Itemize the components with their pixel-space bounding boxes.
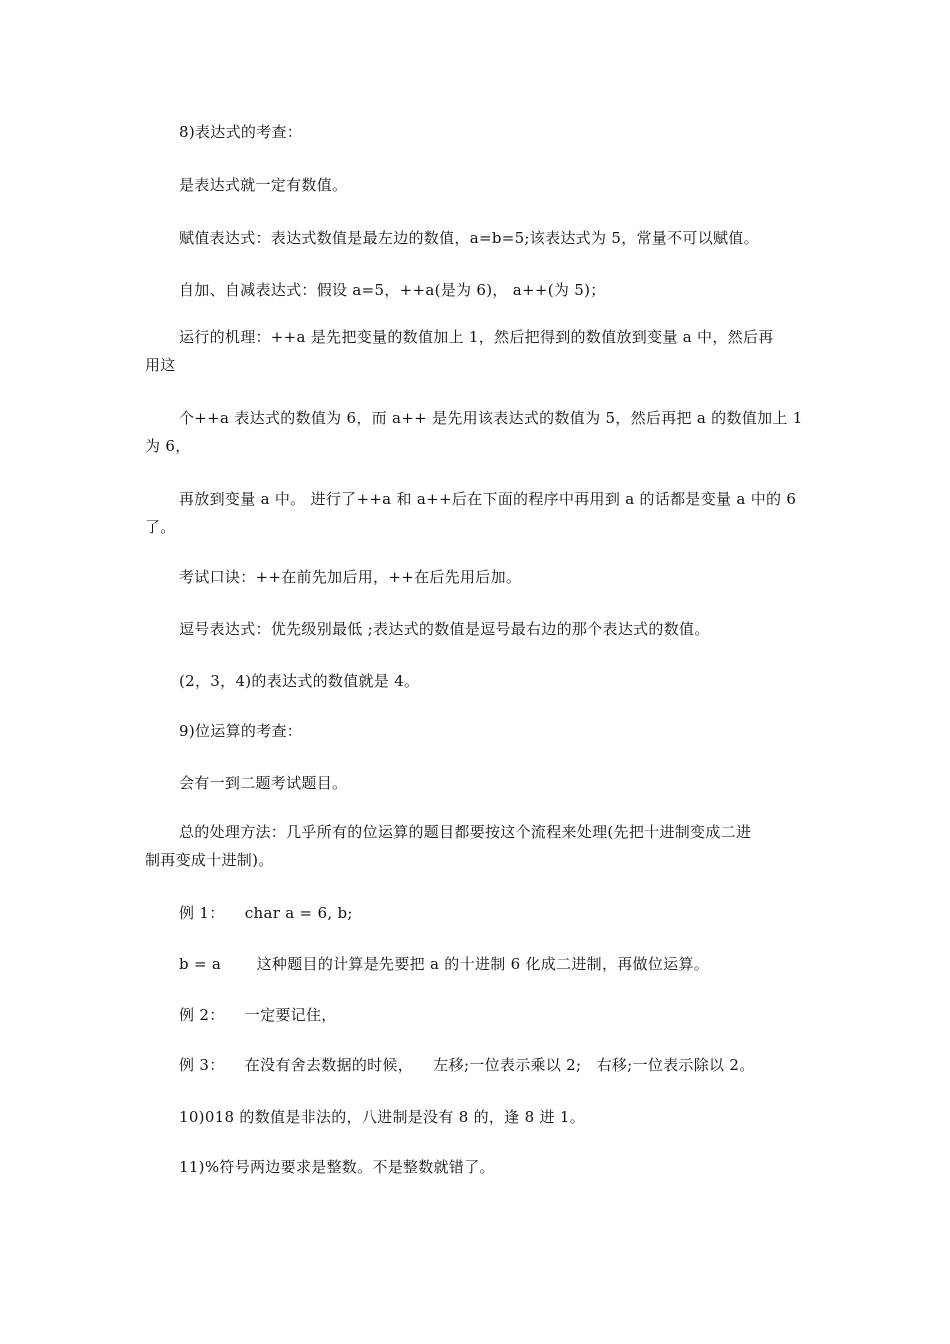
text-line: 是表达式就一定有数值。 <box>179 176 348 194</box>
text-line: 为 6， <box>145 437 191 455</box>
paragraph <box>145 404 815 460</box>
paragraph <box>145 615 815 643</box>
text-line: 考试口诀：++在前先加后用，++在后先用后加。 <box>179 568 522 586</box>
text-line: 赋值表达式：表达式数值是最左边的数值，a=b=5;该表达式为 5，常量不可以赋值。 <box>179 229 759 247</box>
paragraph <box>145 667 815 695</box>
text-line: 制再变成十进制)。 <box>145 851 274 869</box>
text-line: 例 1： char a = 6, b; <box>179 904 353 922</box>
text-line: 运行的机理：++a 是先把变量的数值加上 1，然后把得到的数值放到变量 a 中，然后再 <box>179 328 774 346</box>
text-line: 自加、自减表达式：假设 a=5，++a(是为 6)， a++(为 5)； <box>179 281 606 299</box>
text-line: 个++a 表达式的数值为 6，而 a++ 是先用该表达式的数值为 5，然后再把 a 的数值加上 1 <box>179 409 803 427</box>
text-line: 11)%符号两边要求是整数。不是整数就错了。 <box>179 1158 495 1176</box>
text-line: 总的处理方法：几乎所有的位运算的题目都要按这个流程来处理(先把十进制变成二进 <box>179 823 752 841</box>
paragraph <box>145 1103 815 1131</box>
paragraph <box>145 563 815 591</box>
text-line: 会有一到二题考试题目。 <box>179 774 348 792</box>
text-line: 用这 <box>145 356 176 374</box>
paragraph <box>145 769 815 797</box>
text-line: 8)表达式的考查： <box>179 123 303 141</box>
paragraph <box>145 224 815 252</box>
paragraph <box>145 323 815 379</box>
paragraph <box>145 171 815 199</box>
text-line: (2，3，4)的表达式的数值就是 4。 <box>179 672 420 690</box>
text-line: 例 2： 一定要记住， <box>179 1006 337 1024</box>
paragraph-bitwise-heading <box>145 717 815 745</box>
paragraph <box>145 1051 815 1079</box>
paragraph <box>145 276 815 304</box>
text-line: 了。 <box>145 518 176 536</box>
paragraph <box>145 1001 815 1029</box>
paragraph <box>145 899 815 927</box>
text-line: 9)位运算的考查： <box>179 722 303 740</box>
paragraph <box>145 950 815 978</box>
text-line: 例 3： 在没有舍去数据的时候， 左移;一位表示乘以 2; 右移;一位表示除以 2。 <box>179 1056 755 1074</box>
paragraph <box>145 485 815 541</box>
text-line: 10)018 的数值是非法的，八进制是没有 8 的，逢 8 进 1。 <box>179 1108 586 1126</box>
paragraph-expression-heading <box>145 118 815 146</box>
text-line: b = a 这种题目的计算是先要把 a 的十进制 6 化成二进制，再做位运算。 <box>179 955 710 973</box>
paragraph <box>145 1153 815 1181</box>
text-line: 逗号表达式：优先级别最低 ;表达式的数值是逗号最右边的那个表达式的数值。 <box>179 620 710 638</box>
paragraph <box>145 818 815 874</box>
text-line: 再放到变量 a 中。 进行了++a 和 a++后在下面的程序中再用到 a 的话都是变量 a 中的 6 <box>179 490 797 508</box>
